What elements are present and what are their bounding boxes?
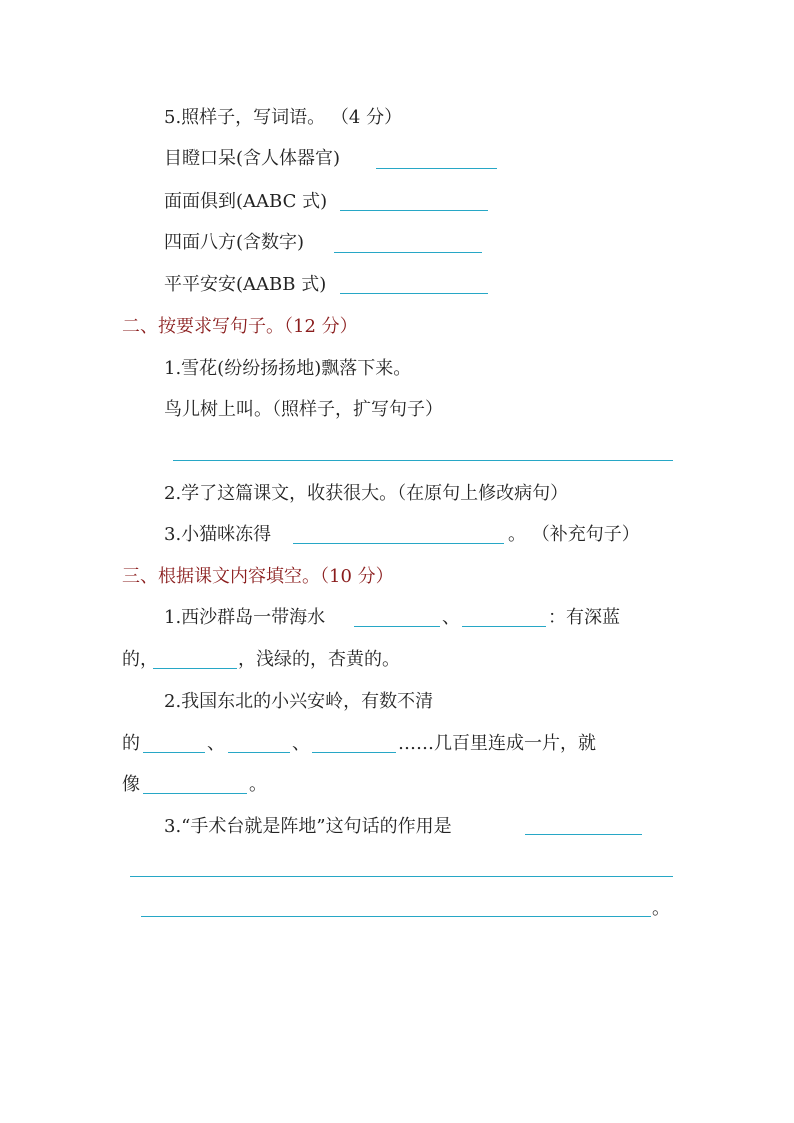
answer-line-s2-q1[interactable] <box>173 460 673 461</box>
s3-q1-sep: 、 <box>442 607 460 628</box>
s3-q2-c: ……几百里连成一片，就 <box>398 733 596 754</box>
s3-q1-b: ：有深蓝 <box>548 607 620 628</box>
idiom-row-2 <box>164 189 327 215</box>
answer-blank-s3-q1-3[interactable] <box>153 668 237 669</box>
idiom-row-1 <box>164 146 340 172</box>
s2-q1-task: 鸟儿树上叫。（照样子，扩写句子） <box>164 399 443 420</box>
s3-q2-b: 的 <box>122 733 140 754</box>
idiom-text: 面面俱到 <box>164 191 236 212</box>
s3-q1-a: 1.西沙群岛一带海水 <box>164 607 326 628</box>
s2-q3-suffix: 。 （补充句子） <box>508 524 640 545</box>
s2-q1-example: 1.雪花(纷纷扬扬地)飘落下来。 <box>164 358 412 379</box>
s2-q2: 2.学了这篇课文，收获很大。（在原句上修改病句） <box>164 483 569 504</box>
idiom-note: (AABC 式) <box>236 191 328 212</box>
answer-blank-s3-q2-4[interactable] <box>143 793 247 794</box>
answer-blank-idiom-2[interactable] <box>340 210 488 211</box>
s3-q2-d: 像 <box>122 774 140 795</box>
s3-q1-d: ，浅绿的，杏黄的。 <box>238 649 400 670</box>
answer-blank-idiom-3[interactable] <box>334 252 482 253</box>
idiom-text: 四面八方 <box>164 232 236 253</box>
section-2-heading: 二、按要求写句子。（12 分） <box>122 316 358 337</box>
idiom-note: (含数字) <box>236 232 305 253</box>
answer-blank-s3-q2-3[interactable] <box>312 752 396 753</box>
s3-q3: 3.“手术台就是阵地”这句话的作用是 <box>164 816 452 837</box>
answer-blank-s3-q1-1[interactable] <box>354 626 440 627</box>
s3-q2-end: 。 <box>249 774 267 795</box>
s3-q1-c: 的， <box>122 649 158 670</box>
answer-line-s3-q3-3[interactable] <box>141 916 651 917</box>
idiom-text: 平平安安 <box>164 274 236 295</box>
section-3-heading: 三、根据课文内容填空。（10 分） <box>122 566 394 587</box>
q5-title: 5.照样子，写词语。 （4 分） <box>164 107 403 128</box>
answer-blank-s3-q1-2[interactable] <box>462 626 546 627</box>
answer-line-s3-q3-2[interactable] <box>130 876 673 877</box>
idiom-row-4 <box>164 272 326 298</box>
answer-blank-idiom-1[interactable] <box>376 168 497 169</box>
s3-q2-sep-1: 、 <box>207 733 225 754</box>
idiom-text: 目瞪口呆 <box>164 148 236 169</box>
idiom-note: (含人体器官) <box>236 148 341 169</box>
answer-blank-s2-q3[interactable] <box>293 543 504 544</box>
s3-q3-end: 。 <box>652 898 670 919</box>
idiom-row-3 <box>164 230 304 256</box>
answer-blank-s3-q2-1[interactable] <box>143 752 205 753</box>
answer-blank-s3-q3-1[interactable] <box>525 834 642 835</box>
idiom-note: (AABB 式) <box>236 274 327 295</box>
s2-q3-prefix: 3.小猫咪冻得 <box>164 524 272 545</box>
s3-q2-a: 2.我国东北的小兴安岭，有数不清 <box>164 691 434 712</box>
s3-q2-sep-2: 、 <box>292 733 310 754</box>
answer-blank-idiom-4[interactable] <box>340 293 488 294</box>
answer-blank-s3-q2-2[interactable] <box>228 752 290 753</box>
